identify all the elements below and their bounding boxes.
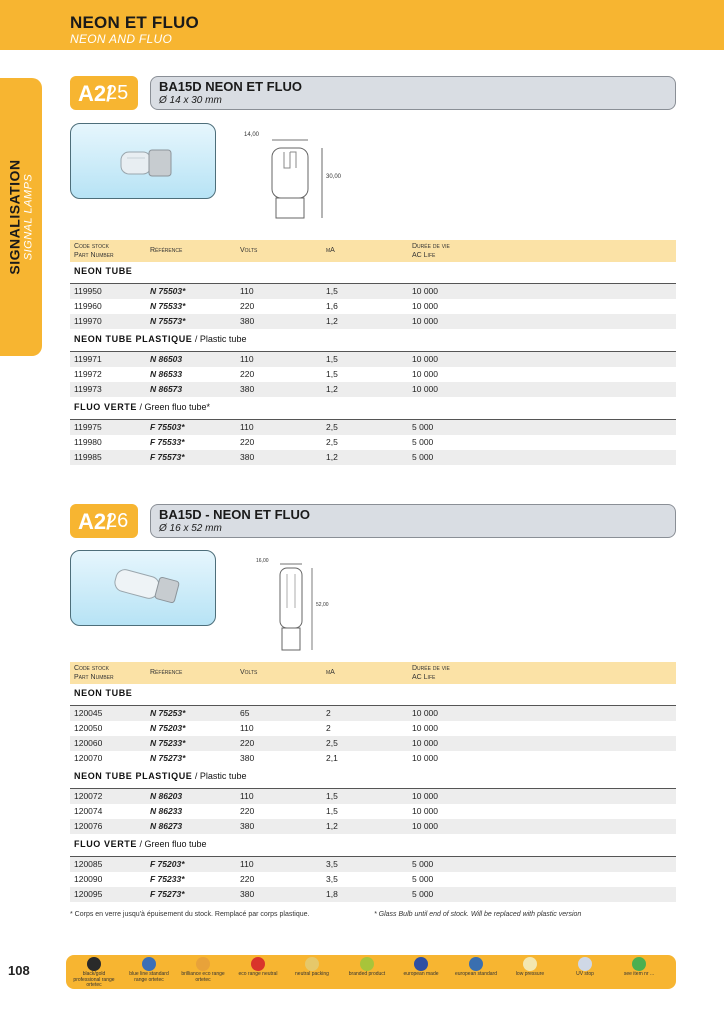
drawing-width-label: 16,00 — [256, 558, 269, 564]
table-row — [70, 314, 676, 329]
table-row — [70, 819, 676, 834]
footer-legend-item — [452, 957, 500, 978]
table-row — [70, 872, 676, 887]
footer-legend-item — [70, 957, 118, 989]
cell-life: 10 000 — [412, 369, 438, 379]
group-heading — [74, 688, 132, 698]
product-section-a2-26 — [70, 504, 676, 910]
footer-legend-item — [397, 957, 445, 978]
cell-life: 10 000 — [412, 708, 438, 718]
group-name: FLUO VERTE — [74, 839, 138, 849]
cell-life: 10 000 — [412, 354, 438, 364]
column-life-en: AC Life — [412, 674, 436, 681]
cell-reference: N 75233* — [150, 738, 186, 748]
cell-part-number: 120090 — [74, 874, 103, 884]
cell-reference: N 75273* — [150, 753, 186, 763]
footnote-fr: * Corps en verre jusqu'à épuisement du stock. Remplacé par corps plastique. — [70, 911, 310, 918]
cell-part-number: 120074 — [74, 806, 103, 816]
cell-volts: 380 — [240, 889, 255, 899]
cell-part-number: 120050 — [74, 723, 103, 733]
cell-volts: 380 — [240, 821, 255, 831]
cell-ma: 1,5 — [326, 791, 338, 801]
cell-part-number: 120085 — [74, 859, 103, 869]
section-code-prefix: A2/ — [78, 509, 113, 534]
group-note: / Plastic tube — [192, 771, 247, 781]
footer-legend-item — [615, 957, 663, 978]
cell-volts: 110 — [240, 286, 254, 296]
footer-legend-label: UV stop — [576, 971, 594, 977]
cell-life: 10 000 — [412, 806, 438, 816]
footer-legend-item — [288, 957, 336, 978]
cell-reference: F 75233* — [150, 874, 185, 884]
table-row — [70, 804, 676, 819]
see-item-icon — [632, 957, 646, 971]
cell-volts: 380 — [240, 452, 255, 462]
column-volts: Volts — [240, 247, 258, 254]
cell-ma: 2 — [326, 723, 331, 733]
lamp-bulb-image — [71, 124, 216, 199]
section-code-number: 26 — [106, 510, 129, 532]
cell-ma: 1,8 — [326, 889, 338, 899]
table-row — [70, 367, 676, 382]
cell-life: 10 000 — [412, 286, 438, 296]
footer-legend-label: brilliance eco range ortetec — [181, 971, 225, 983]
cell-volts: 110 — [240, 422, 254, 432]
section-dimensions: Ø 16 x 52 mm — [159, 523, 222, 534]
cell-ma: 1,2 — [326, 452, 338, 462]
table-column-header — [70, 240, 676, 262]
cell-reference: N 75533* — [150, 301, 186, 311]
cell-part-number: 119950 — [74, 286, 102, 296]
footer-legend-label: european made — [403, 971, 439, 977]
group-note: / Green fluo tube* — [137, 402, 211, 412]
footer-legend-label: neutral packing — [295, 971, 329, 977]
cell-reference: F 75533* — [150, 437, 185, 447]
cell-ma: 1,5 — [326, 369, 338, 379]
table-row — [70, 721, 676, 736]
cell-life: 10 000 — [412, 738, 438, 748]
cell-life: 5 000 — [412, 859, 434, 869]
group-heading — [74, 402, 210, 412]
page-number: 108 — [8, 963, 30, 978]
cell-ma: 1,6 — [326, 301, 338, 311]
lamp-bulb-image — [71, 551, 216, 626]
section-title-bar — [150, 504, 676, 538]
technical-drawing — [240, 558, 350, 662]
cell-reference: N 86503 — [150, 354, 183, 364]
product-photo — [70, 550, 216, 626]
group-name: NEON TUBE PLASTIQUE — [74, 334, 193, 344]
section-dimensions: Ø 14 x 30 mm — [159, 95, 222, 106]
footnote-en: * Glass Bulb until end of stock. Will be replaced with plastic version — [374, 911, 582, 918]
cell-ma: 1,5 — [326, 806, 338, 816]
branded-product-icon — [360, 957, 374, 971]
page-title: NEON ET FLUO — [70, 13, 199, 32]
table-row — [70, 420, 676, 435]
table-row — [70, 857, 676, 872]
group-heading — [74, 266, 132, 276]
cell-ma: 3,5 — [326, 859, 338, 869]
section-code-badge — [70, 76, 138, 110]
group-heading — [74, 334, 246, 344]
european-standard-icon — [469, 957, 483, 971]
product-photo — [70, 123, 216, 199]
table-row — [70, 284, 676, 299]
cell-part-number: 119972 — [74, 369, 102, 379]
cell-life: 10 000 — [412, 791, 438, 801]
cell-volts: 220 — [240, 369, 255, 379]
cell-part-number: 120070 — [74, 753, 103, 763]
cell-life: 10 000 — [412, 384, 438, 394]
cell-reference: N 86573 — [150, 384, 183, 394]
group-name: FLUO VERTE — [74, 402, 138, 412]
cell-life: 10 000 — [412, 723, 438, 733]
column-volts: Volts — [240, 669, 258, 676]
cell-volts: 220 — [240, 301, 255, 311]
neutral-packing-icon — [305, 957, 319, 971]
eco-range-icon — [251, 957, 265, 971]
cell-volts: 65 — [240, 708, 250, 718]
cell-life: 5 000 — [412, 422, 434, 432]
cell-ma: 2,5 — [326, 738, 338, 748]
cell-part-number: 119970 — [74, 316, 102, 326]
low-pressure-icon — [523, 957, 537, 971]
column-part-number: Part Number — [74, 674, 114, 681]
column-life-en: AC Life — [412, 252, 436, 259]
section-title: BA15D - NEON ET FLUO — [159, 507, 310, 522]
cell-volts: 110 — [240, 791, 254, 801]
footer-legend-label: low pressure — [515, 971, 545, 977]
cell-volts: 220 — [240, 806, 255, 816]
cell-life: 5 000 — [412, 874, 434, 884]
black-gold-range-icon — [87, 957, 101, 971]
cell-ma: 1,2 — [326, 384, 338, 394]
section-code-badge — [70, 504, 138, 538]
technical-drawing — [240, 128, 370, 228]
group-name: NEON TUBE — [74, 266, 133, 276]
footer-legend-label: see item nr ... — [623, 971, 655, 977]
cell-reference: F 75203* — [150, 859, 185, 869]
group-note: / Plastic tube — [192, 334, 247, 344]
footer-legend-item — [125, 957, 173, 983]
cell-ma: 2 — [326, 708, 331, 718]
page-subtitle: NEON AND FLUO — [70, 32, 173, 46]
table-row — [70, 887, 676, 902]
page-header — [0, 0, 724, 50]
cell-volts: 110 — [240, 354, 254, 364]
section-code-prefix: A2/ — [78, 81, 113, 106]
footer-legend-label: eco range neutral — [238, 971, 278, 977]
cell-part-number: 120095 — [74, 889, 103, 899]
product-section-a2-25 — [70, 76, 676, 476]
side-tab-label — [8, 159, 35, 274]
cell-reference: N 75503* — [150, 286, 186, 296]
cell-ma: 1,2 — [326, 316, 338, 326]
cell-part-number: 120045 — [74, 708, 103, 718]
column-life-fr: Durée de vie — [412, 665, 450, 672]
cell-volts: 220 — [240, 738, 255, 748]
cell-volts: 380 — [240, 753, 255, 763]
cell-ma: 3,5 — [326, 874, 338, 884]
cell-life: 5 000 — [412, 452, 434, 462]
column-ma: mA — [326, 247, 335, 254]
column-code-stock: Code stock — [74, 243, 109, 250]
uv-stop-icon — [578, 957, 592, 971]
footer-legend-item — [506, 957, 554, 978]
footer-legend-label: blue line standard range ortetec — [129, 971, 169, 983]
section-title: BA15D NEON ET FLUO — [159, 79, 303, 94]
group-name: NEON TUBE — [74, 688, 133, 698]
cell-life: 10 000 — [412, 301, 438, 311]
side-tab-title: SIGNALISATION — [6, 159, 23, 275]
column-life-fr: Durée de vie — [412, 243, 450, 250]
cell-volts: 220 — [240, 437, 255, 447]
cell-reference: N 75253* — [150, 708, 186, 718]
drawing-height-label: 52,00 — [316, 602, 329, 608]
cell-part-number: 119975 — [74, 422, 102, 432]
table-row — [70, 751, 676, 766]
cell-life: 10 000 — [412, 753, 438, 763]
section-code-number: 25 — [106, 82, 129, 104]
cell-ma: 2,5 — [326, 422, 338, 432]
cell-reference: F 75273* — [150, 889, 185, 899]
cell-life: 10 000 — [412, 316, 438, 326]
cell-volts: 110 — [240, 723, 254, 733]
cell-volts: 110 — [240, 859, 254, 869]
cell-reference: N 86233 — [150, 806, 183, 816]
cell-ma: 2,1 — [326, 753, 338, 763]
table-row — [70, 435, 676, 450]
cell-ma: 1,5 — [326, 354, 338, 364]
cell-life: 5 000 — [412, 889, 434, 899]
column-code-stock: Code stock — [74, 665, 109, 672]
cell-ma: 1,5 — [326, 286, 338, 296]
table-column-header — [70, 662, 676, 684]
cell-reference: N 86273 — [150, 821, 183, 831]
footer-legend-label: branded product — [348, 971, 386, 977]
table-row — [70, 352, 676, 367]
cell-part-number: 120076 — [74, 821, 103, 831]
footer-legend-item — [343, 957, 391, 978]
side-tab-subtitle: SIGNAL LAMPS — [22, 173, 35, 261]
table-row — [70, 706, 676, 721]
footer-legend-item — [234, 957, 282, 978]
footer-legend-item — [561, 957, 609, 978]
section-title-bar — [150, 76, 676, 110]
cell-volts: 220 — [240, 874, 255, 884]
cell-part-number: 120072 — [74, 791, 103, 801]
table-row — [70, 789, 676, 804]
group-heading — [74, 771, 246, 781]
cell-part-number: 119985 — [74, 452, 102, 462]
group-heading — [74, 839, 207, 849]
column-reference: Référence — [150, 247, 183, 254]
column-reference: Référence — [150, 669, 183, 676]
cell-reference: F 75503* — [150, 422, 185, 432]
drawing-height-label: 30,00 — [326, 174, 342, 180]
cell-reference: N 75573* — [150, 316, 186, 326]
cell-reference: N 86203 — [150, 791, 183, 801]
footer-legend-label: european standard — [455, 971, 497, 977]
drawing-width-label: 14,00 — [244, 132, 260, 138]
cell-reference: N 86533 — [150, 369, 183, 379]
blue-line-icon — [142, 957, 156, 971]
european-made-icon — [414, 957, 428, 971]
column-part-number: Part Number — [74, 252, 114, 259]
cell-ma: 1,2 — [326, 821, 338, 831]
cell-reference: F 75573* — [150, 452, 185, 462]
cell-volts: 380 — [240, 316, 255, 326]
table-row — [70, 382, 676, 397]
cell-part-number: 119971 — [74, 354, 102, 364]
cell-life: 10 000 — [412, 821, 438, 831]
cell-life: 5 000 — [412, 437, 434, 447]
group-note: / Green fluo tube — [137, 839, 207, 849]
table-row — [70, 450, 676, 465]
cell-part-number: 119973 — [74, 384, 102, 394]
brilliance-icon — [196, 957, 210, 971]
cell-part-number: 119980 — [74, 437, 102, 447]
cell-part-number: 120060 — [74, 738, 103, 748]
cell-part-number: 119960 — [74, 301, 102, 311]
cell-ma: 2,5 — [326, 437, 338, 447]
footer-legend-bar — [66, 955, 676, 989]
footer-legend-item — [179, 957, 227, 983]
cell-reference: N 75203* — [150, 723, 186, 733]
column-ma: mA — [326, 669, 335, 676]
table-row — [70, 299, 676, 314]
table-row — [70, 736, 676, 751]
footer-legend-label: black/gold professional range ortetec — [73, 971, 115, 988]
cell-volts: 380 — [240, 384, 255, 394]
group-name: NEON TUBE PLASTIQUE — [74, 771, 193, 781]
